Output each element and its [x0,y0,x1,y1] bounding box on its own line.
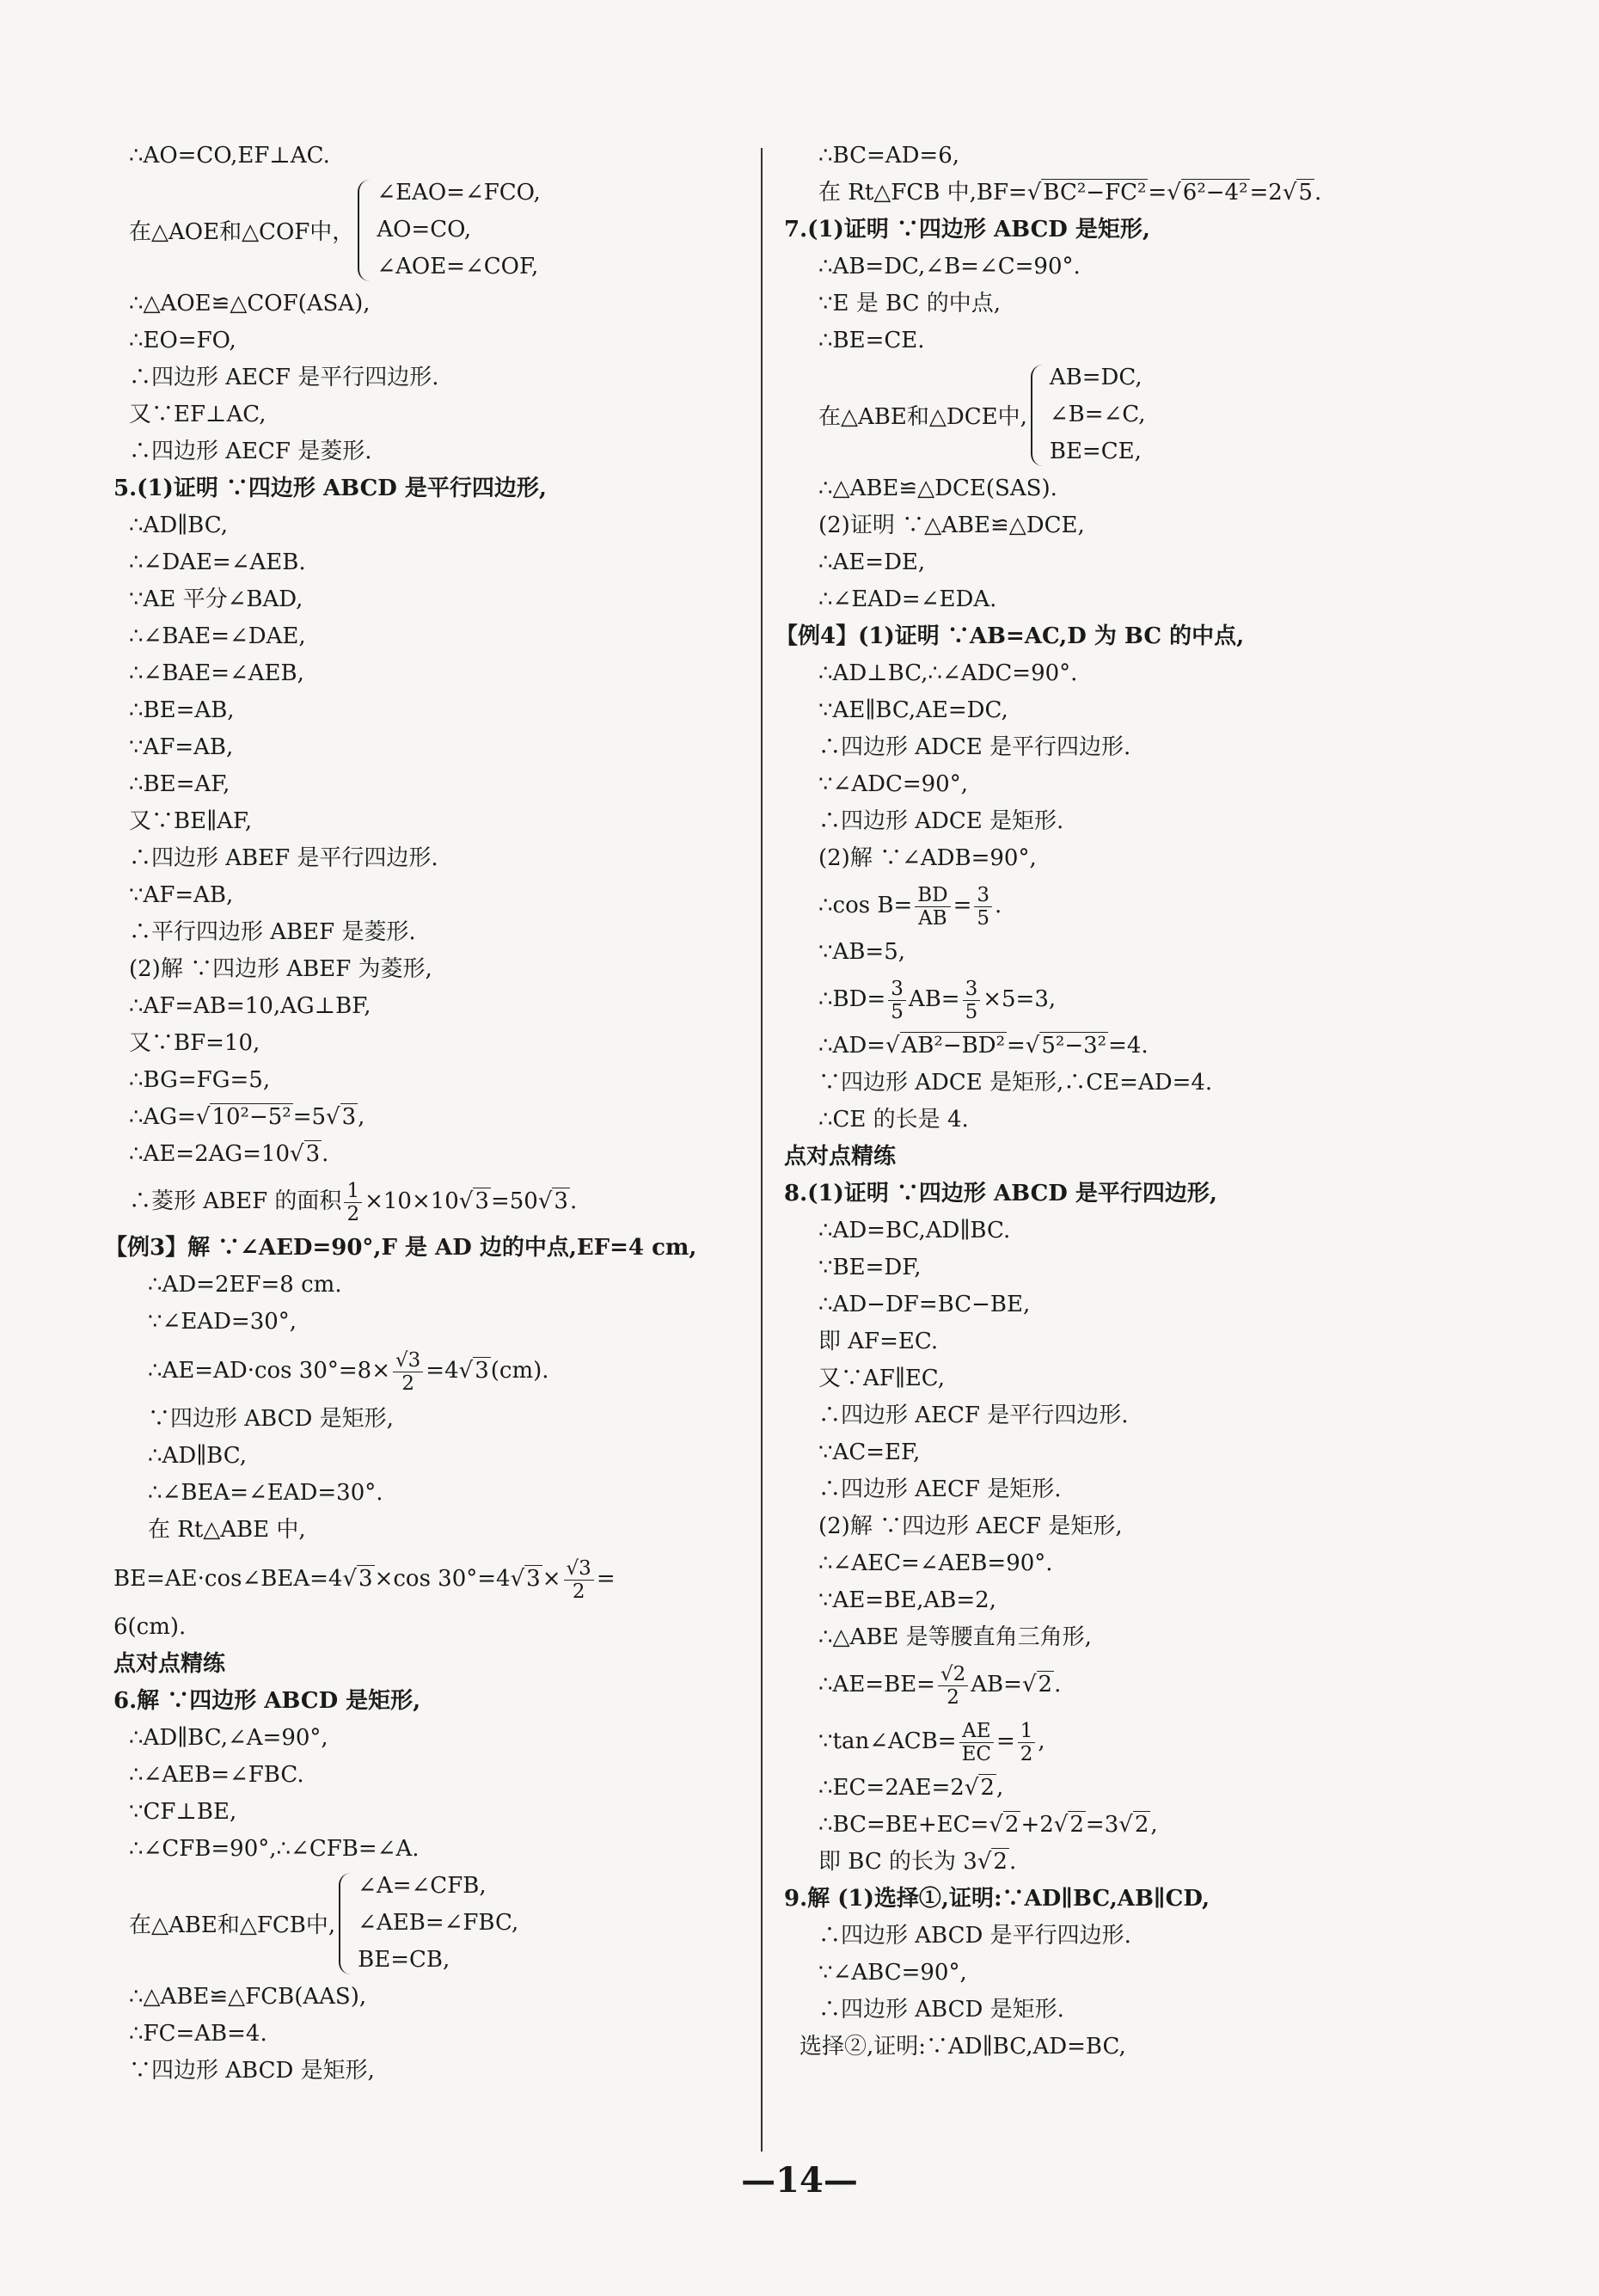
text-part: , [1038,1728,1045,1754]
numerator: 1 [344,1180,362,1203]
radicand: 3 [526,1566,541,1592]
text-part: AB= [908,986,960,1012]
text-line: ∴∠DAE=∠AEB. [129,549,306,575]
text-part: ∴cos B= [818,893,913,918]
text-line: BE=CB, [358,1947,450,1973]
page-number: —14— [741,2160,858,2201]
text-part: 即 BC 的长为 3 [818,1849,977,1875]
text-line: ∠AEB=∠FBC, [358,1910,519,1936]
denominator: 5 [965,1000,978,1023]
problem-heading: 7.(1)证明 ∵四边形 ABCD 是矩形, [784,217,1150,242]
sqrt-icon: √ [342,1566,358,1592]
denominator: 2 [947,1685,959,1709]
text-part: ∵tan∠ACB= [818,1728,957,1754]
text-part: (cm). [490,1358,549,1384]
text-line: ∵四边形 ADCE 是矩形,∴CE=AD=4. [818,1070,1213,1096]
text-line: (2)解 ∵∠ADB=90°, [818,845,1037,871]
fraction [963,978,981,1023]
radicand: 2 [993,1849,1008,1875]
right-column [775,138,1437,2066]
sqrt-icon: √ [989,1812,1003,1838]
text-line: ∴∠BEA=∠EAD=30°. [148,1480,383,1506]
text-line: 在△ABE和△FCB中, [129,1912,336,1938]
radicand: 5 [1298,180,1313,206]
text-part: × [542,1566,561,1592]
denominator: EC [961,1742,991,1765]
text-line: 又∵AF∥EC, [818,1366,946,1391]
sqrt-icon: √ [1282,180,1297,206]
denominator: 2 [401,1372,414,1395]
brace-icon [339,1873,352,1974]
text-line: ∴AB=DC,∠B=∠C=90°. [818,254,1081,279]
denominator: 2 [1020,1742,1033,1765]
fraction [974,884,992,930]
text-part: =3 [1085,1812,1119,1838]
formula-line [784,1807,1437,1844]
text-line: ∴AO=CO,EF⊥AC. [129,143,330,169]
radicand: 3 [305,1141,321,1167]
formula-line [784,175,1437,212]
formula-line [784,1656,1437,1713]
sqrt-icon: √ [964,1775,979,1801]
text-line: (2)解 ∵四边形 AECF 是矩形, [818,1513,1123,1539]
radicand: 3 [341,1104,357,1130]
text-part: AB= [971,1672,1022,1697]
text-line: ∴∠EAD=∠EDA. [818,586,997,612]
sqrt-icon: √ [1053,1812,1069,1838]
sqrt-icon: √ [458,1358,474,1384]
radicand: 6²−4² [1182,180,1248,206]
text-line: ∴AD∥BC,∠A=90°, [129,1725,328,1751]
text-part: . [1314,180,1322,206]
radicand: AB²−BD² [901,1033,1005,1059]
text-line: ∴BE=AF, [129,771,230,797]
text-part: =5 [292,1104,327,1130]
brace-icon [1031,365,1045,466]
text-part: = [596,1566,616,1592]
text-line: ∴△ABE≌△DCE(SAS). [818,476,1057,501]
fraction [959,1720,994,1765]
problem-heading: 6.解 ∵四边形 ABCD 是矩形, [113,1688,421,1714]
numerator: √2 [938,1663,968,1686]
fraction [344,1180,362,1225]
formula-line [113,1549,741,1609]
left-column [105,138,741,2090]
fraction [1018,1720,1036,1765]
text-line: ∴△AOE≌△COF(ASA), [129,291,371,316]
numerator: 3 [888,978,906,1001]
text-part: BE=AE·cos∠BEA=4 [113,1566,343,1592]
text-line: ∴∠AEC=∠AEB=90°. [818,1550,1053,1576]
text-line: ∴∠AEB=∠FBC. [129,1762,304,1788]
numerator: √3 [393,1349,423,1372]
text-part: ×10×10 [365,1188,459,1214]
brace-icon [358,180,371,281]
formula-line [113,1173,741,1230]
sqrt-icon: √ [458,1188,474,1214]
text-part: = [996,1728,1015,1754]
text-line: 选择②,证明:∵AD∥BC,AD=BC, [800,2034,1126,2060]
text-part: , [996,1775,1004,1801]
radicand: 2 [980,1775,995,1801]
sqrt-icon: √ [1025,1033,1040,1059]
text-line: ∴AF=AB=10,AG⊥BF, [129,993,371,1019]
text-line: AO=CO, [377,217,472,242]
text-line: ∵AF=AB, [129,882,234,908]
text-line: ∴四边形 ADCE 是矩形. [818,808,1064,834]
text-line: 即 AF=EC. [818,1329,939,1354]
text-line: ∴AD−DF=BC−BE, [818,1292,1031,1317]
text-line: ∵AE 平分∠BAD, [129,586,303,612]
text-line: ∴四边形 ABEF 是平行四边形. [129,845,438,871]
formula-line [784,1844,1437,1881]
text-line: (2)解 ∵四边形 ABEF 为菱形, [129,956,432,982]
text-line: ∴△ABE 是等腰直角三角形, [818,1624,1092,1650]
text-line: ∴BG=FG=5, [129,1067,271,1093]
text-line: ∠AOE=∠COF, [377,254,539,279]
radicand: 2 [1004,1812,1020,1838]
text-line: 在△AOE和△COF中， [129,219,355,245]
text-line: ∵四边形 ABCD 是矩形, [148,1406,394,1432]
formula-line [784,1770,1437,1807]
formula-line [113,1136,741,1173]
text-part: ∴BC=BE+EC= [818,1812,989,1838]
text-line: ∴BE=CE. [818,328,925,353]
text-part: ∴EC=2AE=2 [818,1775,965,1801]
text-part: . [569,1188,578,1214]
sqrt-icon: √ [290,1141,304,1167]
formula-line [113,1099,741,1136]
text-part: ×cos 30°=4 [374,1566,511,1592]
text-line: ∴AD∥BC, [148,1443,247,1469]
sqrt-icon: √ [537,1188,553,1214]
text-part: =2 [1249,180,1283,206]
radicand: 2 [1134,1812,1149,1838]
text-line: 又∵BE∥AF, [129,808,253,834]
text-part: = [1007,1033,1026,1059]
fraction [888,978,906,1023]
formula-line [784,1028,1437,1065]
text-line: ∵AE=BE,AB=2, [818,1587,996,1613]
text-line: (2)证明 ∵△ABE≌△DCE, [818,513,1085,538]
text-part: = [953,893,972,918]
text-part: ∴BD= [818,986,886,1012]
numerator: √3 [564,1557,594,1581]
denominator: 2 [572,1580,585,1603]
text-part: ∴AG= [129,1104,196,1130]
column-divider [761,148,763,2152]
text-line: ∴∠BAE=∠DAE, [129,623,306,649]
sqrt-icon: √ [977,1849,992,1875]
text-part: =4 [426,1358,459,1384]
text-line: ∠B=∠C, [1049,402,1146,427]
text-line: 又∵BF=10, [129,1030,260,1056]
text-line: 在△ABE和△DCE中, [818,404,1027,430]
text-part: . [322,1141,329,1167]
numerator: BD [915,884,950,907]
congruence-conditions [113,175,741,285]
sqrt-icon: √ [510,1566,525,1592]
text-line: ∴AE=DE, [818,549,926,575]
text-line: ∴四边形 ABCD 是平行四边形. [818,1923,1131,1949]
text-line: ∴AD=2EF=8 cm. [148,1272,342,1298]
text-line: ∵CF⊥BE, [129,1799,237,1825]
text-part: , [358,1104,365,1130]
example-heading: 【例4】(1)证明 ∵AB=AC,D 为 BC 的中点, [775,623,1245,649]
radicand: 3 [475,1188,489,1214]
text-line: BE=CE, [1049,439,1142,464]
sqrt-icon: √ [1118,1812,1133,1838]
text-part: +2 [1020,1812,1054,1838]
section-heading: 点对点精练 [784,1144,897,1169]
text-part: =50 [490,1188,538,1214]
radicand: 2 [1038,1672,1053,1697]
text-part: ×5=3, [983,986,1057,1012]
text-line: ∴CE 的长是 4. [818,1107,969,1133]
congruence-conditions [113,1868,741,1979]
text-line: ∵AB=5, [818,939,906,965]
sqrt-icon: √ [1167,180,1181,206]
text-line: ∴四边形 ABCD 是矩形. [818,1997,1064,2023]
text-line: ∴∠CFB=90°,∴∠CFB=∠A. [129,1836,420,1862]
congruence-conditions [784,359,1437,470]
text-line: ∴平行四边形 ABEF 是菱形. [129,919,416,945]
text-line: ∠EAO=∠FCO, [377,180,541,206]
text-part: , [1150,1812,1158,1838]
text-line: 又∵EF⊥AC, [129,402,266,427]
text-line: ∵四边形 ABCD 是矩形, [129,2058,375,2084]
fraction [393,1349,423,1395]
text-line: ∵∠ADC=90°, [818,771,968,797]
fraction [915,884,950,930]
radicand: 3 [554,1188,568,1214]
denominator: 2 [346,1202,360,1225]
fraction [938,1663,968,1709]
text-part: =4. [1108,1033,1149,1059]
example-heading: 【例3】解 ∵∠AED=90°,F 是 AD 边的中点,EF=4 cm, [105,1235,697,1261]
formula-line [113,1341,741,1401]
text-line: ∵∠EAD=30°, [148,1309,297,1335]
radicand: 5²−3² [1041,1033,1107,1059]
denominator: 5 [891,1000,904,1023]
radicand: BC²−FC² [1043,180,1147,206]
text-part: = [1148,180,1167,206]
text-line: ∵AE∥BC,AE=DC, [818,697,1008,723]
text-line: ∠A=∠CFB, [358,1873,487,1899]
text-line: ∴BE=AB, [129,697,235,723]
text-part: ∴AE=2AG=10 [129,1141,291,1167]
text-part: ∴AE=AD·cos 30°=8× [148,1358,390,1384]
text-line: ∴BC=AD=6, [818,143,960,169]
text-part: 在 Rt△FCB 中,BF= [818,180,1027,206]
sqrt-icon: √ [195,1104,211,1130]
text-line: ∴四边形 AECF 是菱形. [129,439,372,464]
text-line: ∴△ABE≌△FCB(AAS), [129,1984,367,2010]
numerator: 3 [974,884,992,907]
text-part: ∴AD= [818,1033,885,1059]
problem-heading: 5.(1)证明 ∵四边形 ABCD 是平行四边形, [113,476,547,501]
sqrt-icon: √ [326,1104,340,1130]
numerator: 1 [1018,1720,1036,1743]
text-line: ∴AD⊥BC,∴∠ADC=90°. [818,660,1078,686]
text-line: ∵∠ABC=90°, [818,1960,967,1986]
radicand: 2 [1069,1812,1084,1838]
formula-line [784,971,1437,1028]
text-line: ∴四边形 AECF 是平行四边形. [129,365,439,390]
text-line: ∴AD∥BC, [129,513,228,538]
formula-line [784,1713,1437,1770]
denominator: AB [918,906,947,930]
numerator: 3 [963,978,981,1001]
text-line: ∴四边形 ADCE 是平行四边形. [818,734,1131,760]
text-line: 6(cm). [113,1614,187,1640]
fraction [564,1557,594,1603]
text-line: ∴FC=AB=4. [129,2021,267,2047]
text-line: ∵BE=DF, [818,1255,922,1280]
problem-heading: 8.(1)证明 ∵四边形 ABCD 是平行四边形, [784,1181,1217,1206]
text-line: ∴四边形 AECF 是矩形. [818,1476,1062,1502]
radicand: 10²−5² [211,1104,291,1130]
text-line: ∵E 是 BC 的中点, [818,291,1002,316]
text-line: ∴∠BAE=∠AEB, [129,660,304,686]
text-part: ∴AE=BE= [818,1672,935,1697]
sqrt-icon: √ [1026,180,1042,206]
text-line: ∴四边形 AECF 是平行四边形. [818,1403,1129,1428]
sqrt-icon: √ [1021,1672,1037,1697]
problem-heading: 9.解 (1)选择①,证明:∵AD∥BC,AB∥CD, [784,1886,1210,1912]
sqrt-icon: √ [885,1033,900,1059]
numerator: AE [959,1720,994,1743]
text-part: . [995,893,1002,918]
text-part: ∴菱形 ABEF 的面积 [129,1188,342,1214]
formula-line [784,877,1437,934]
section-heading: 点对点精练 [113,1651,226,1677]
text-line: ∴EO=FO, [129,328,236,353]
text-part: . [1054,1672,1062,1697]
text-part: . [1008,1849,1017,1875]
text-line: ∵AF=AB, [129,734,234,760]
text-line: AB=DC, [1049,365,1143,390]
text-line: 在 Rt△ABE 中, [148,1517,306,1543]
radicand: 3 [475,1358,489,1384]
radicand: 3 [358,1566,373,1592]
denominator: 5 [977,906,990,930]
text-line: ∵AC=EF, [818,1440,921,1465]
text-line: ∴AD=BC,AD∥BC. [818,1218,1011,1243]
